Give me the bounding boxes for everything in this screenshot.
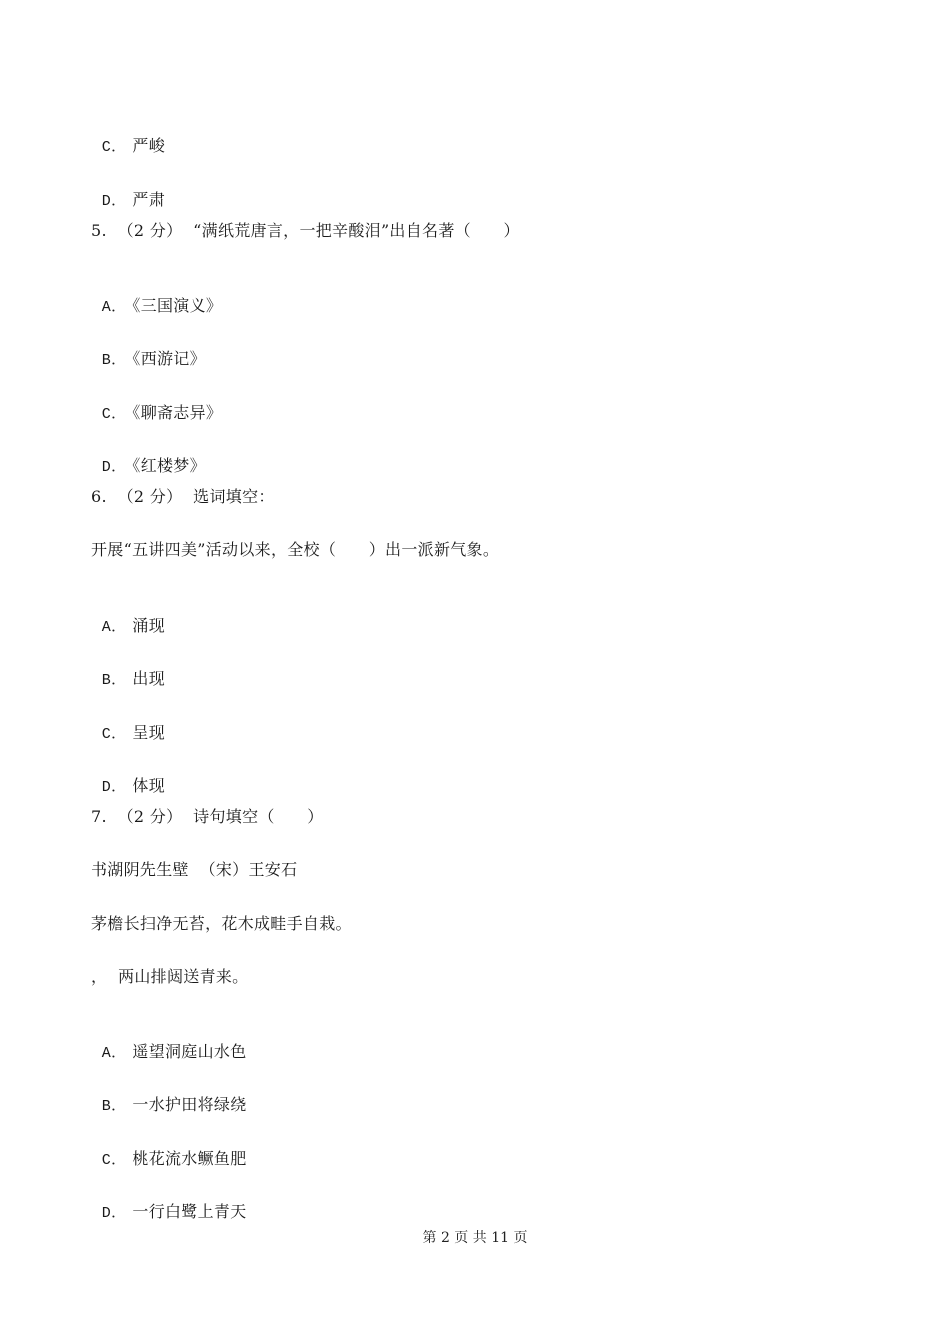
option-letter: D． [101, 779, 127, 796]
option-a-q5 [91, 273, 222, 319]
question-7: 7. （2 分） 诗句填空（ ） [91, 807, 324, 826]
option-text: 一水护田将绿绕 [132, 1095, 247, 1114]
option-text: 涌现 [132, 616, 165, 635]
option-letter: C． [101, 139, 127, 156]
poem-title: 书湖阴先生壁 （宋）王安石 [91, 860, 298, 879]
option-c-q7 [91, 1126, 247, 1172]
option-text: 严峻 [132, 136, 165, 155]
option-c-q5 [91, 380, 222, 426]
option-c-q4 [91, 113, 165, 159]
option-letter: C． [101, 406, 127, 423]
option-letter: D． [101, 193, 127, 210]
option-text: 遥望洞庭山水色 [132, 1042, 247, 1061]
option-d-q6 [91, 753, 165, 799]
poem-line-1: 茅檐长扫净无苔，花木成畦手自栽。 [91, 914, 352, 933]
option-d-q7 [91, 1179, 247, 1225]
option-a-q6 [91, 593, 165, 639]
option-letter: C． [101, 1152, 127, 1169]
question-5: 5. （2 分） “满纸荒唐言，一把辛酸泪”出自名著（ ） [91, 221, 520, 240]
option-letter: B． [101, 1098, 127, 1115]
option-letter: A． [101, 299, 127, 316]
option-letter: D． [101, 1205, 127, 1222]
option-text: 《西游记》 [132, 349, 206, 368]
option-d-q5 [91, 433, 206, 479]
option-letter: B． [101, 352, 127, 369]
option-text: 体现 [132, 776, 165, 795]
option-text: 严肃 [132, 190, 165, 209]
option-b-q7 [91, 1072, 247, 1118]
option-text: 桃花流水鳜鱼肥 [132, 1149, 247, 1168]
option-b-q6 [91, 646, 165, 692]
option-d-q4 [91, 167, 165, 213]
option-letter: B． [101, 672, 127, 689]
option-a-q7 [91, 1019, 247, 1065]
option-text: 呈现 [132, 723, 165, 742]
question-6: 6. （2 分） 选词填空： [91, 487, 275, 506]
option-letter: A． [101, 619, 127, 636]
option-text: 出现 [132, 669, 165, 688]
poem-line-2: ， 两山排闼送青来。 [91, 967, 249, 986]
option-letter: D． [101, 459, 127, 476]
option-text: 一行白鹭上青天 [132, 1202, 247, 1221]
option-b-q5 [91, 326, 206, 372]
question-6-stem: 开展“五讲四美”活动以来，全校（ ）出一派新气象。 [91, 540, 500, 559]
page-footer: 第 2 页 共 11 页 [422, 1230, 528, 1246]
option-text: 《聊斋志异》 [132, 403, 223, 422]
option-letter: A． [101, 1045, 127, 1062]
option-text: 《三国演义》 [132, 296, 223, 315]
option-letter: C． [101, 726, 127, 743]
option-c-q6 [91, 700, 165, 746]
option-text: 《红楼梦》 [132, 456, 206, 475]
